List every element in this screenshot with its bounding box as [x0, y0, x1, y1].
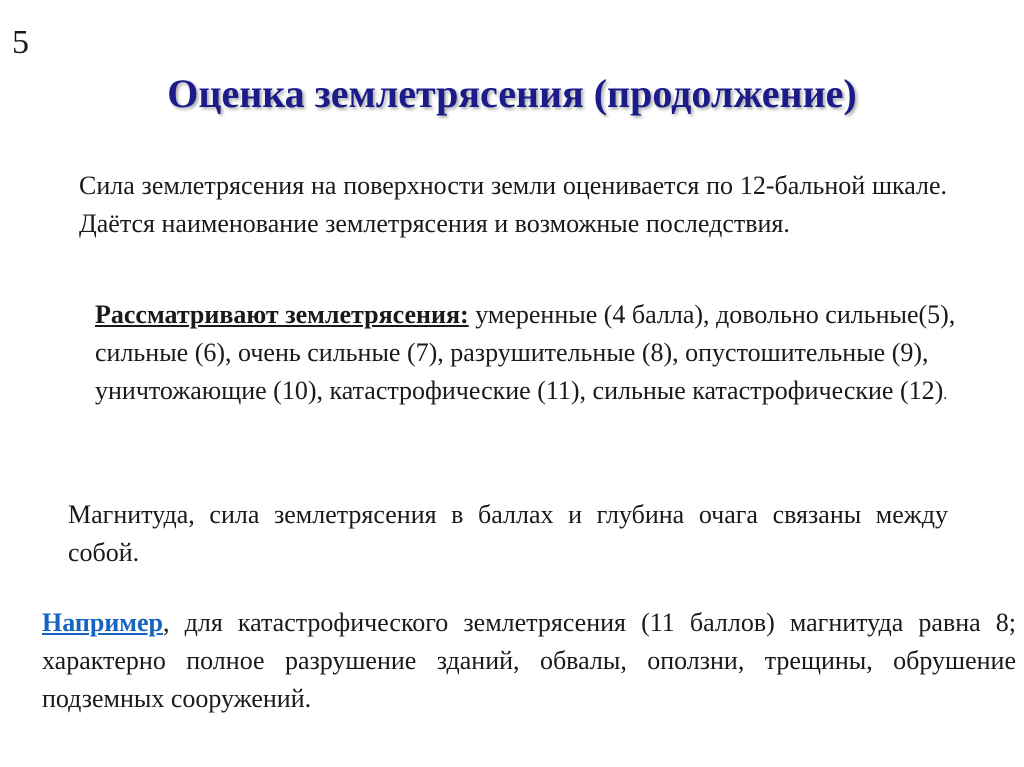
earthquake-types-heading: Рассматривают землетрясения:: [95, 300, 469, 329]
paragraph-intensity-scale: Сила землетрясения на поверхности земли оценивается по 12-бальной шкале. Даётся наименование землетрясения и возможные последствия.: [79, 171, 947, 238]
example-link[interactable]: Например: [42, 608, 164, 637]
example-text: , для катастрофического землетрясения (11 баллов) магнитуда равна 8; характерно полное разрушение зданий, обвалы, оползни, трещины, обрушение подземных сооружений.: [42, 608, 1016, 713]
paragraph-magnitude-relation: Магнитуда, сила землетрясения в баллах и глубина очага связаны между собой.: [68, 500, 948, 567]
earthquake-types-list: умеренные (4 балла), довольно сильные(5), сильные (6), очень сильные (7), разрушительные (8), опустошительные (9), уничтожающие (10), катастрофические (11), сильные катастрофические (12): [95, 300, 956, 405]
slide-number: 5: [12, 24, 29, 61]
earthquake-types-end: .: [943, 386, 948, 403]
slide-title: Оценка землетрясения (продолжение): [167, 71, 857, 116]
paragraph-example: [42, 604, 1016, 718]
paragraph-earthquake-types: [95, 296, 985, 414]
